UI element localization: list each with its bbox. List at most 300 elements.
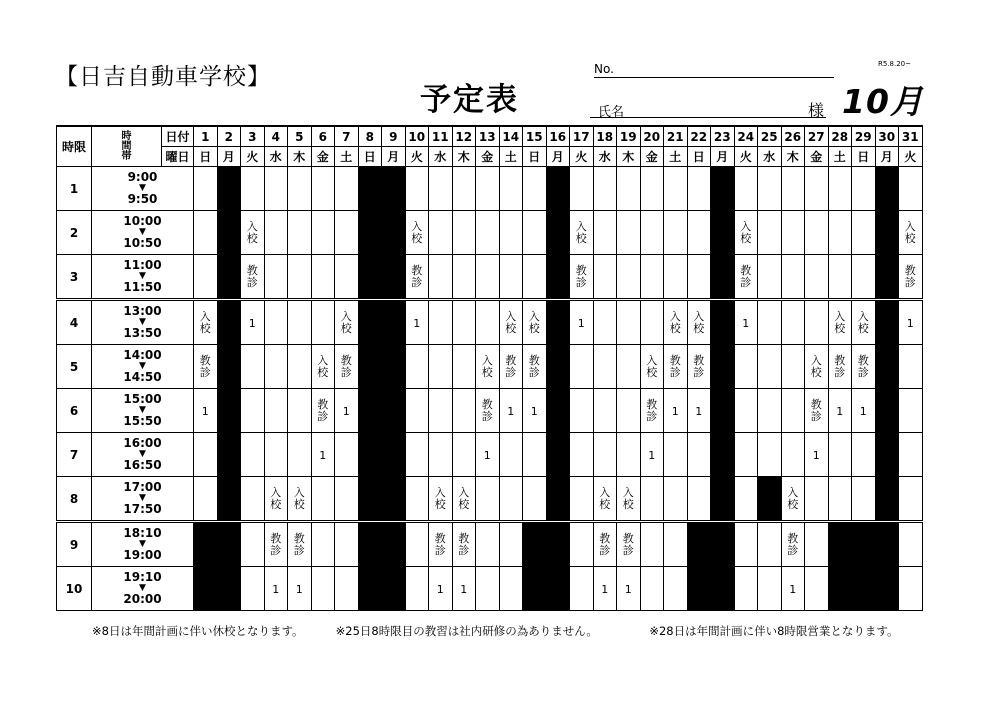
schedule-entry: 入校 <box>270 485 282 511</box>
schedule-cell <box>805 255 829 300</box>
closed-cell <box>875 167 899 211</box>
period-row <box>57 345 923 389</box>
schedule-cell <box>476 477 500 522</box>
schedule-cell <box>405 345 429 389</box>
schedule-cell <box>405 522 429 567</box>
period-time <box>92 567 194 611</box>
closed-cell <box>382 477 406 522</box>
schedule-entry: 教診 <box>434 531 446 557</box>
schedule-entry: 入校 <box>810 353 822 379</box>
weekday-header: 曜日 <box>162 147 194 167</box>
schedule-entry: 教診 <box>199 353 211 379</box>
schedule-cell <box>476 345 500 389</box>
closed-cell <box>546 255 570 300</box>
schedule-entry: 教診 <box>293 531 305 557</box>
schedule-cell <box>264 255 288 300</box>
schedule-entry: 教診 <box>834 353 846 379</box>
schedule-cell <box>311 389 335 433</box>
period-row <box>57 300 923 345</box>
schedule-cell <box>734 167 758 211</box>
period-number: 7 <box>57 433 92 477</box>
closed-cell <box>711 255 735 300</box>
closed-cell <box>382 389 406 433</box>
closed-cell <box>382 433 406 477</box>
schedule-cell <box>593 255 617 300</box>
schedule-cell <box>617 255 641 300</box>
schedule-cell <box>264 345 288 389</box>
schedule-cell <box>288 389 312 433</box>
schedule-cell <box>593 300 617 345</box>
footnote-3: ※28日は年間計画に伴い8時限営業となります。 <box>649 624 899 638</box>
time-start: 16:00 <box>123 436 162 450</box>
schedule-entry: 教診 <box>810 397 822 423</box>
time-start: 11:00 <box>123 258 162 272</box>
schedule-cell <box>499 522 523 567</box>
schedule-cell <box>194 167 218 211</box>
schedule-entry: 教診 <box>458 531 470 557</box>
schedule-cell <box>452 211 476 255</box>
footnote-2: ※25日8時限目の教習は社内研修の為ありません。 <box>335 624 598 638</box>
schedule-cell <box>852 389 876 433</box>
schedule-entry: 教診 <box>740 263 752 289</box>
period-row <box>57 389 923 433</box>
schedule-entry: 入校 <box>458 485 470 511</box>
name-field-line <box>590 117 826 118</box>
closed-cell <box>546 167 570 211</box>
date-cell: 23 <box>711 126 735 147</box>
closed-cell <box>546 567 570 611</box>
closed-cell <box>711 477 735 522</box>
schedule-cell <box>805 345 829 389</box>
closed-cell <box>711 345 735 389</box>
schedule-table <box>56 125 923 611</box>
schedule-cell <box>734 433 758 477</box>
closed-cell <box>358 477 382 522</box>
date-cell: 24 <box>734 126 758 147</box>
time-end: 9:50 <box>127 192 158 206</box>
closed-cell <box>875 211 899 255</box>
schedule-entry: 教診 <box>904 263 916 289</box>
schedule-entry: 1 <box>836 404 844 418</box>
schedule-cell <box>593 477 617 522</box>
schedule-cell <box>194 255 218 300</box>
schedule-cell <box>664 211 688 255</box>
schedule-entry: 1 <box>413 316 421 330</box>
schedule-cell <box>405 211 429 255</box>
schedule-entry: 教診 <box>505 353 517 379</box>
date-cell: 29 <box>852 126 876 147</box>
schedule-cell <box>264 300 288 345</box>
schedule-cell <box>781 477 805 522</box>
schedule-entry: 1 <box>671 404 679 418</box>
closed-cell <box>194 522 218 567</box>
schedule-cell <box>852 211 876 255</box>
schedule-cell <box>828 300 852 345</box>
schedule-cell <box>311 522 335 567</box>
timeband-header <box>92 126 162 167</box>
schedule-cell <box>335 345 359 389</box>
schedule-cell <box>499 477 523 522</box>
weekday-cell: 金 <box>805 147 829 167</box>
schedule-cell <box>617 389 641 433</box>
schedule-cell <box>781 300 805 345</box>
weekday-cell: 火 <box>899 147 923 167</box>
schedule-cell <box>429 567 453 611</box>
schedule-entry: 教診 <box>246 263 258 289</box>
schedule-entry: 教診 <box>575 263 587 289</box>
time-end: 17:50 <box>123 502 162 516</box>
schedule-cell <box>523 255 547 300</box>
weekday-cell: 木 <box>617 147 641 167</box>
time-start: 19:10 <box>123 570 162 584</box>
name-label: 氏名 <box>598 105 625 120</box>
schedule-cell <box>781 389 805 433</box>
schedule-cell <box>781 211 805 255</box>
schedule-cell <box>805 167 829 211</box>
arrow-down-icon: ▼ <box>139 449 146 459</box>
schedule-cell <box>828 433 852 477</box>
date-cell: 18 <box>593 126 617 147</box>
weekday-cell: 水 <box>758 147 782 167</box>
schedule-cell <box>523 345 547 389</box>
schedule-cell <box>476 167 500 211</box>
schedule-cell <box>805 433 829 477</box>
schedule-cell <box>311 433 335 477</box>
schedule-cell <box>405 167 429 211</box>
closed-cell <box>358 567 382 611</box>
schedule-cell <box>264 167 288 211</box>
schedule-entry: 入校 <box>787 485 799 511</box>
number-label: No. <box>594 62 614 76</box>
period-time <box>92 255 194 300</box>
schedule-cell <box>570 255 594 300</box>
schedule-cell <box>429 433 453 477</box>
schedule-cell <box>288 433 312 477</box>
schedule-cell <box>241 433 265 477</box>
schedule-cell <box>241 255 265 300</box>
schedule-cell <box>523 389 547 433</box>
schedule-cell <box>264 433 288 477</box>
closed-cell <box>546 389 570 433</box>
schedule-cell <box>687 389 711 433</box>
time-end: 11:50 <box>123 280 162 294</box>
schedule-cell <box>476 300 500 345</box>
closed-cell <box>546 433 570 477</box>
honorific: 様 <box>808 101 825 120</box>
schedule-cell <box>687 345 711 389</box>
schedule-cell <box>311 567 335 611</box>
schedule-cell <box>899 345 923 389</box>
schedule-entry: 教診 <box>622 531 634 557</box>
schedule-cell <box>335 167 359 211</box>
schedule-cell <box>570 567 594 611</box>
date-cell: 8 <box>358 126 382 147</box>
schedule-cell <box>194 211 218 255</box>
schedule-cell <box>523 167 547 211</box>
period-time <box>92 433 194 477</box>
schedule-cell <box>640 389 664 433</box>
schedule-entry: 1 <box>201 404 209 418</box>
period-row <box>57 433 923 477</box>
period-number: 10 <box>57 567 92 611</box>
weekday-cell: 日 <box>687 147 711 167</box>
weekday-cell: 日 <box>194 147 218 167</box>
schedule-cell <box>593 211 617 255</box>
weekday-cell: 金 <box>640 147 664 167</box>
closed-cell <box>217 389 241 433</box>
weekday-cell: 月 <box>217 147 241 167</box>
schedule-cell <box>734 255 758 300</box>
weekday-cell: 木 <box>288 147 312 167</box>
arrow-down-icon: ▼ <box>139 317 146 327</box>
schedule-cell <box>899 211 923 255</box>
closed-cell <box>711 522 735 567</box>
schedule-cell <box>781 433 805 477</box>
weekday-cell: 日 <box>358 147 382 167</box>
schedule-cell <box>499 389 523 433</box>
weekday-cell: 月 <box>382 147 406 167</box>
schedule-cell <box>758 255 782 300</box>
schedule-cell <box>828 255 852 300</box>
date-cell: 27 <box>805 126 829 147</box>
schedule-cell <box>617 522 641 567</box>
schedule-entry: 1 <box>248 316 256 330</box>
schedule-cell <box>311 167 335 211</box>
closed-cell <box>217 255 241 300</box>
schedule-cell <box>828 211 852 255</box>
weekday-cell: 土 <box>664 147 688 167</box>
schedule-cell <box>194 345 218 389</box>
closed-cell <box>194 567 218 611</box>
schedule-cell <box>499 211 523 255</box>
schedule-entry: 教診 <box>787 531 799 557</box>
schedule-entry: 入校 <box>834 309 846 335</box>
schedule-entry: 1 <box>695 404 703 418</box>
schedule-cell <box>734 567 758 611</box>
schedule-cell <box>593 433 617 477</box>
schedule-cell <box>734 345 758 389</box>
closed-cell <box>382 300 406 345</box>
date-cell: 30 <box>875 126 899 147</box>
schedule-cell <box>288 300 312 345</box>
number-field-line <box>594 77 834 78</box>
schedule-cell <box>593 567 617 611</box>
schedule-entry: 1 <box>507 404 515 418</box>
closed-cell <box>382 255 406 300</box>
schedule-cell <box>452 389 476 433</box>
closed-cell <box>875 433 899 477</box>
weekday-cell: 水 <box>593 147 617 167</box>
time-start: 9:00 <box>127 170 158 184</box>
schedule-cell <box>781 167 805 211</box>
weekday-cell: 水 <box>264 147 288 167</box>
schedule-entry: 入校 <box>505 309 517 335</box>
schedule-cell <box>241 300 265 345</box>
period-number: 1 <box>57 167 92 211</box>
weekday-cell: 火 <box>241 147 265 167</box>
closed-cell <box>687 522 711 567</box>
arrow-down-icon: ▼ <box>139 493 146 503</box>
time-start: 15:00 <box>123 392 162 406</box>
schedule-cell <box>664 167 688 211</box>
schedule-cell <box>758 389 782 433</box>
schedule-cell <box>452 167 476 211</box>
schedule-cell <box>617 567 641 611</box>
schedule-entry: 入校 <box>599 485 611 511</box>
schedule-cell <box>499 567 523 611</box>
schedule-cell <box>805 477 829 522</box>
schedule-cell <box>640 522 664 567</box>
date-cell: 9 <box>382 126 406 147</box>
timeband-header-label: 時間帯 <box>121 130 132 162</box>
footnote-1: ※8日は年間計画に伴い休校となります。 <box>92 624 304 638</box>
weekday-cell: 木 <box>452 147 476 167</box>
schedule-cell <box>899 522 923 567</box>
schedule-cell <box>640 433 664 477</box>
closed-cell <box>546 300 570 345</box>
schedule-cell <box>664 389 688 433</box>
schedule-cell <box>640 255 664 300</box>
schedule-cell <box>335 389 359 433</box>
period-number: 9 <box>57 522 92 567</box>
schedule-cell <box>617 433 641 477</box>
arrow-down-icon: ▼ <box>139 227 146 237</box>
schedule-cell <box>805 389 829 433</box>
schedule-cell <box>241 167 265 211</box>
schedule-cell <box>429 522 453 567</box>
schedule-cell <box>311 477 335 522</box>
schedule-cell <box>758 167 782 211</box>
arrow-down-icon: ▼ <box>139 271 146 281</box>
schedule-entry: 入校 <box>904 219 916 245</box>
closed-cell <box>358 345 382 389</box>
closed-cell <box>828 522 852 567</box>
schedule-cell <box>852 300 876 345</box>
closed-cell <box>875 345 899 389</box>
period-row <box>57 567 923 611</box>
schedule-cell <box>570 522 594 567</box>
schedule-cell <box>264 211 288 255</box>
weekday-cell: 金 <box>311 147 335 167</box>
date-cell: 20 <box>640 126 664 147</box>
schedule-cell <box>640 345 664 389</box>
closed-cell <box>546 477 570 522</box>
schedule-entry: 入校 <box>340 309 352 335</box>
schedule-cell <box>570 300 594 345</box>
schedule-cell <box>852 345 876 389</box>
schedule-entry: 教診 <box>270 531 282 557</box>
schedule-cell <box>335 211 359 255</box>
schedule-entry: 1 <box>319 448 327 462</box>
weekday-cell: 月 <box>546 147 570 167</box>
schedule-entry: 教診 <box>481 397 493 423</box>
schedule-cell <box>805 211 829 255</box>
schedule-cell <box>617 345 641 389</box>
schedule-entry: 入校 <box>528 309 540 335</box>
schedule-entry: 1 <box>342 404 350 418</box>
schedule-entry: 教診 <box>411 263 423 289</box>
closed-cell <box>217 167 241 211</box>
schedule-cell <box>241 211 265 255</box>
period-time <box>92 167 194 211</box>
schedule-cell <box>687 211 711 255</box>
schedule-cell <box>687 433 711 477</box>
schedule-cell <box>264 389 288 433</box>
schedule-cell <box>499 167 523 211</box>
schedule-cell <box>476 567 500 611</box>
date-cell: 17 <box>570 126 594 147</box>
schedule-cell <box>429 477 453 522</box>
closed-cell <box>852 522 876 567</box>
schedule-cell <box>570 167 594 211</box>
schedule-cell <box>828 167 852 211</box>
schedule-cell <box>758 211 782 255</box>
schedule-entry: 入校 <box>646 353 658 379</box>
schedule-cell <box>476 255 500 300</box>
schedule-cell <box>499 345 523 389</box>
schedule-cell <box>335 522 359 567</box>
schedule-cell <box>264 567 288 611</box>
schedule-cell <box>805 522 829 567</box>
closed-cell <box>546 211 570 255</box>
schedule-cell <box>335 255 359 300</box>
schedule-cell <box>452 477 476 522</box>
schedule-cell <box>687 167 711 211</box>
school-name: 【日吉自動車学校】 <box>55 64 271 90</box>
schedule-entry: 入校 <box>669 309 681 335</box>
date-cell: 4 <box>264 126 288 147</box>
weekday-cell: 日 <box>523 147 547 167</box>
closed-cell <box>217 477 241 522</box>
schedule-cell <box>405 567 429 611</box>
schedule-cell <box>499 433 523 477</box>
schedule-entry: 入校 <box>317 353 329 379</box>
schedule-cell <box>758 345 782 389</box>
schedule-cell <box>194 389 218 433</box>
schedule-cell <box>288 255 312 300</box>
schedule-cell <box>570 389 594 433</box>
closed-cell <box>687 567 711 611</box>
schedule-cell <box>828 345 852 389</box>
schedule-cell <box>523 477 547 522</box>
schedule-cell <box>241 477 265 522</box>
date-cell: 13 <box>476 126 500 147</box>
schedule-cell <box>241 567 265 611</box>
arrow-down-icon: ▼ <box>139 405 146 415</box>
schedule-entry: 教診 <box>340 353 352 379</box>
schedule-entry: 1 <box>601 582 609 596</box>
schedule-cell <box>499 300 523 345</box>
date-cell: 1 <box>194 126 218 147</box>
schedule-cell <box>687 300 711 345</box>
time-start: 13:00 <box>123 304 162 318</box>
schedule-cell <box>429 211 453 255</box>
schedule-cell <box>640 567 664 611</box>
weekday-cell: 火 <box>405 147 429 167</box>
closed-cell <box>711 167 735 211</box>
closed-cell <box>382 567 406 611</box>
schedule-cell <box>781 522 805 567</box>
schedule-cell <box>734 211 758 255</box>
closed-cell <box>382 211 406 255</box>
schedule-cell <box>241 522 265 567</box>
closed-cell <box>358 300 382 345</box>
schedule-cell <box>781 567 805 611</box>
schedule-cell <box>805 300 829 345</box>
schedule-cell <box>241 389 265 433</box>
schedule-cell <box>664 522 688 567</box>
schedule-cell <box>452 345 476 389</box>
